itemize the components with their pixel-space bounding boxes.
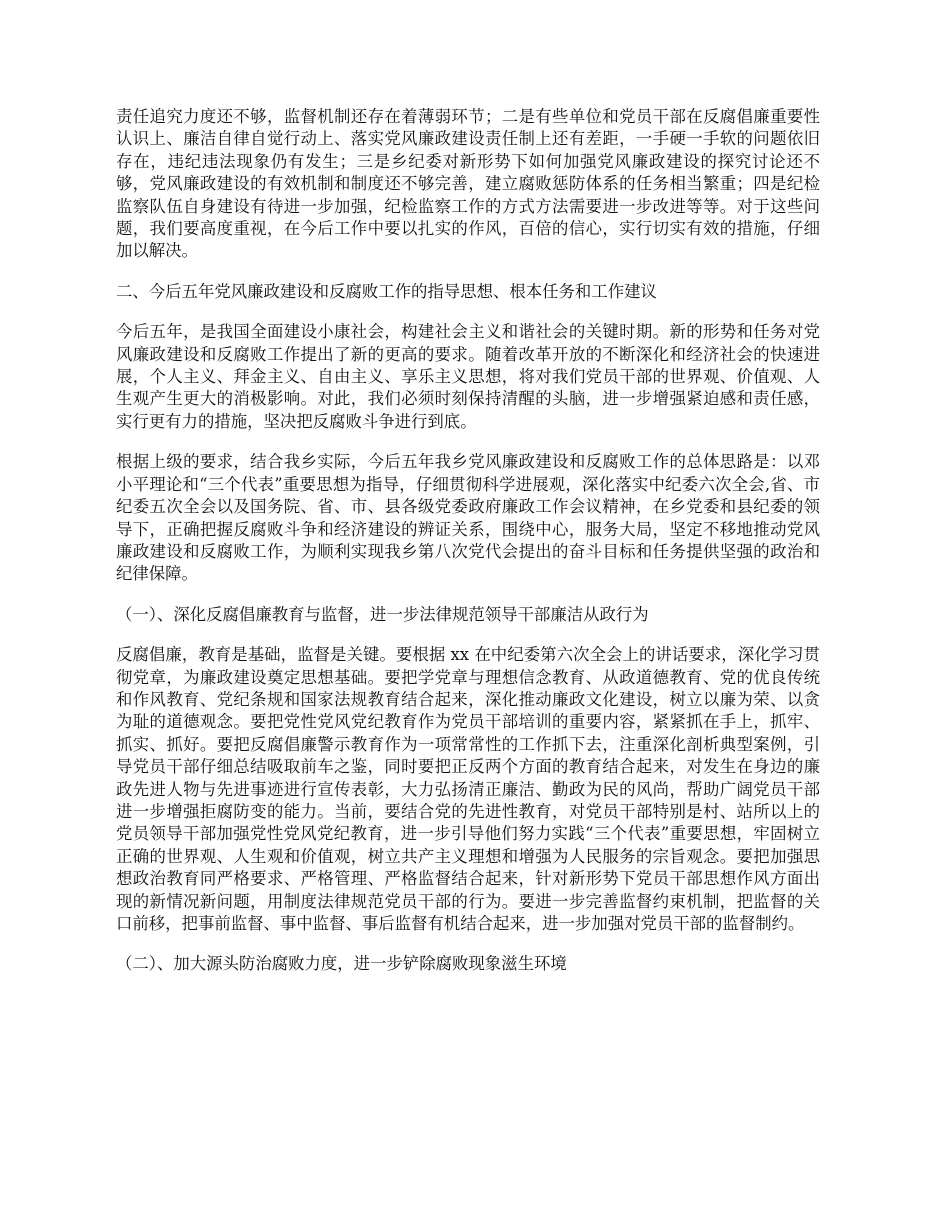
paragraph-next-five-years: 今后五年，是我国全面建设小康社会，构建社会主义和谐社会的关键时期。新的形势和任务对党风廉政建设和反腐败工作提出了新的更高的要求。随着改革开放的不断深化和经济社会的快速进展，个人主义、拜金主义、自由主义、享乐主义思想，将对我们党员干部的世界观、价值观、人生观产生更大的消极影响。对此，我们必须时刻保持清醒的头脑，进一步增强紧迫感和责任感，实行更有力的措施，坚决把反腐败斗争进行到底。 (116, 322, 820, 431)
section-heading-2: 二、今后五年党风廉政建设和反腐败工作的指导思想、根本任务和工作建议 (116, 281, 657, 301)
paragraph-problems: 责任追究力度还不够，监督机制还存在着薄弱环节；二是有些单位和党员干部在反腐倡廉重要性认识上、廉洁自律自觉行动上、落实党风廉政建设责任制上还有差距，一手硬一手软的问题依旧存在，违纪违法现象仍有发生；三是乡纪委对新形势下如何加强党风廉政建设的探究讨论还不够，党风廉政建设的有效机制和制度还不够完善，建立腐败惩防体系的任务相当繁重；四是纪检监察队伍自身建设有待进一步加强，纪检监察工作的方式方法需要进一步改进等等。对于这些问题，我们要高度重视，在今后工作中要以扎实的作风，百倍的信心，实行切实有效的措施，仔细加以解决。 (116, 107, 820, 261)
paragraph-education-supervision: 反腐倡廉，教育是基础，监督是关键。要根据 xx 在中纪委第六次全会上的讲话要求，深化学习贯彻党章，为廉政建设奠定思想基础。要把学党章与理想信念教育、从政道德教育、党的优良传统和作风教育、党纪条规和国家法规教育结合起来，深化推动廉政文化建设，树立以廉为荣、以贪为耻的道德观念。要把党性党风党纪教育作为党员干部培训的重要内容，紧紧抓在手上，抓牢、抓实、抓好。要把反腐倡廉警示教育作为一项常常性的工作抓下去，注重深化剖析典型案例，引导党员干部仔细总结吸取前车之鉴，同时要把正反两个方面的教育结合起来，对发生在身边的廉政先进人物与先进事迹进行宣传表彰，大力弘扬清正廉洁、勤政为民的风尚，帮助广阔党员干部进一步增强拒腐防变的能力。当前，要结合党的先进性教育，对党员干部特别是村、站所以上的党员领导干部加强党性党风党纪教育，进一步引导他们努力实践“三个代表”重要思想，牢固树立正确的世界观、人生观和价值观，树立共产主义理想和增强为人民服务的宗旨观念。要把加强思想政治教育同严格要求、严格管理、严格监督结合起来，针对新形势下党员干部思想作风方面出现的新情况新问题，用制度法律规范党员干部的行为。要进一步完善监督约束机制，把监督的关口前移，把事前监督、事中监督、事后监督有机结合起来，进一步加强对党员干部的监督制约。 (116, 645, 820, 933)
subsection-heading-1: （一）、深化反腐倡廉教育与监督，进一步法律规范领导干部廉洁从政行为 (116, 604, 649, 624)
subsection-heading-2: （二）、加大源头防治腐败力度，进一步铲除腐败现象滋生环境 (116, 954, 567, 974)
paragraph-overall-approach: 根据上级的要求，结合我乡实际，今后五年我乡党风廉政建设和反腐败工作的总体思路是：以邓小平理论和“三个代表”重要思想为指导，仔细贯彻科学进展观，深化落实中纪委六次全会,省、市纪委五次全会以及国务院、省、市、县各级党委政府廉政工作会议精神，在乡党委和县纪委的领导下，正确把握反腐败斗争和经济建设的辨证关系，围绕中心，服务大局，坚定不移地推动党风廉政建设和反腐败工作，为顺利实现我乡第八次党代会提出的奋斗目标和任务提供坚强的政治和纪律保障。 (116, 452, 820, 584)
